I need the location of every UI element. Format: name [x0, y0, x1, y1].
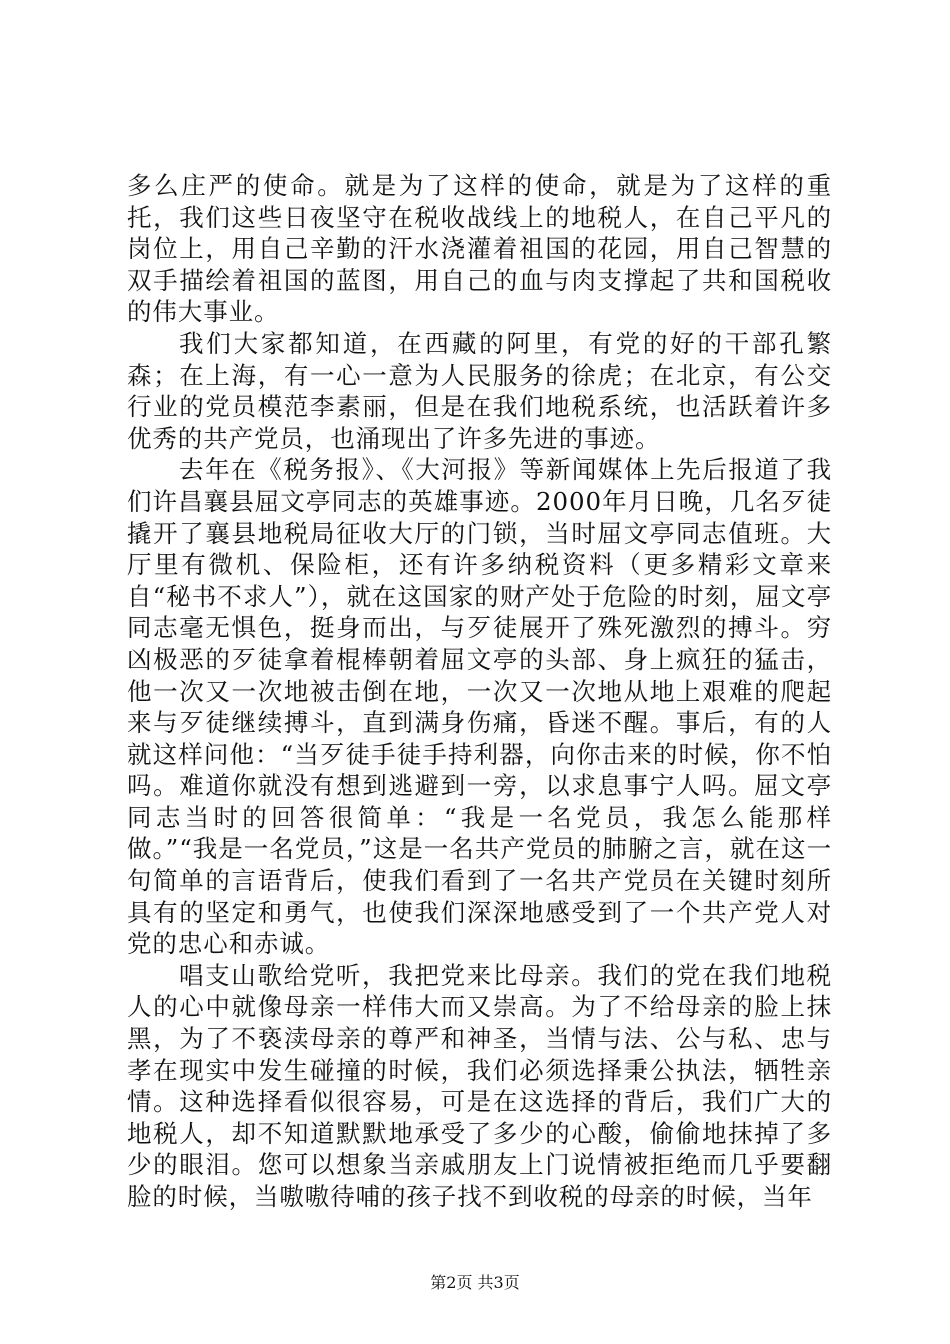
page-number-footer: 第2页 共3页	[430, 1273, 520, 1292]
paragraph-continuation: 多么庄严的使命。就是为了这样的使命，就是为了这样的重托，我们这些日夜坚守在税收战线上的地税人，在自己平凡的岗位上，用自己辛勤的汗水浇灌着祖国的花园，用自己智慧的双手描绘着祖国的蓝图，用自己的血与肉支撑起了共和国税收的伟大事业。	[127, 171, 832, 327]
paragraph-mother-party: 唱支山歌给党听，我把党来比母亲。我们的党在我们地税人的心中就像母亲一样伟大而又崇高。为了不给母亲的脸上抹黑，为了不亵渎母亲的尊严和神圣，当情与法、公与私、忠与孝在现实中发生碰撞的时候，我们必须选择秉公执法，牺牲亲情。这种选择看似很容易，可是在这选择的背后，我们广大的地税人，却不知道默默地承受了多少的心酸，偷偷地抹掉了多少的眼泪。您可以想象当亲戚朋友上门说情被拒绝而几乎要翻脸的时候，当嗷嗷待哺的孩子找不到收税的母亲的时候，当年	[127, 960, 832, 1211]
document-body	[127, 170, 832, 1213]
paragraph-role-models: 我们大家都知道，在西藏的阿里，有党的好的干部孔繁森；在上海，有一心一意为人民服务的徐虎；在北京，有公交行业的党员模范李素丽，但是在我们地税系统，也活跃着许多优秀的共产党员，也涌现出了许多先进的事迹。	[127, 328, 832, 453]
paragraph-qu-wenting: 去年在《税务报》、《大河报》等新闻媒体上先后报道了我们许昌襄县屈文亭同志的英雄事迹。2000年月日晚，几名歹徒撬开了襄县地税局征收大厅的门锁，当时屈文亭同志值班。大厅里有微机、保险柜，还有许多纳税资料（更多精彩文章来自“秘书不求人”），就在这国家的财产处于危险的时刻，屈文亭同志毫无惧色，挺身而出，与歹徒展开了殊死激烈的搏斗。穷凶极恶的歹徒拿着棍棒朝着屈文亭的头部、身上疯狂的猛击，他一次又一次地被击倒在地，一次又一次地从地上艰难的爬起来与歹徒继续搏斗，直到满身伤痛，昏迷不醒。事后，有的人就这样问他：“当歹徒手徒手持利器，向你击来的时候，你不怕吗。难道你就没有想到逃避到一旁，以求息事宁人吗。屈文亭同志当时的回答很简单：“我是一名党员，我怎么能那样做。”“我是一名党员，”这是一名共产党员的肺腑之言，就在这一句简单的言语背后，使我们看到了一名共产党员在关键时刻所具有的坚定和勇气，也使我们深深地感受到了一个共产党人对党的忠心和赤诚。	[127, 455, 832, 959]
